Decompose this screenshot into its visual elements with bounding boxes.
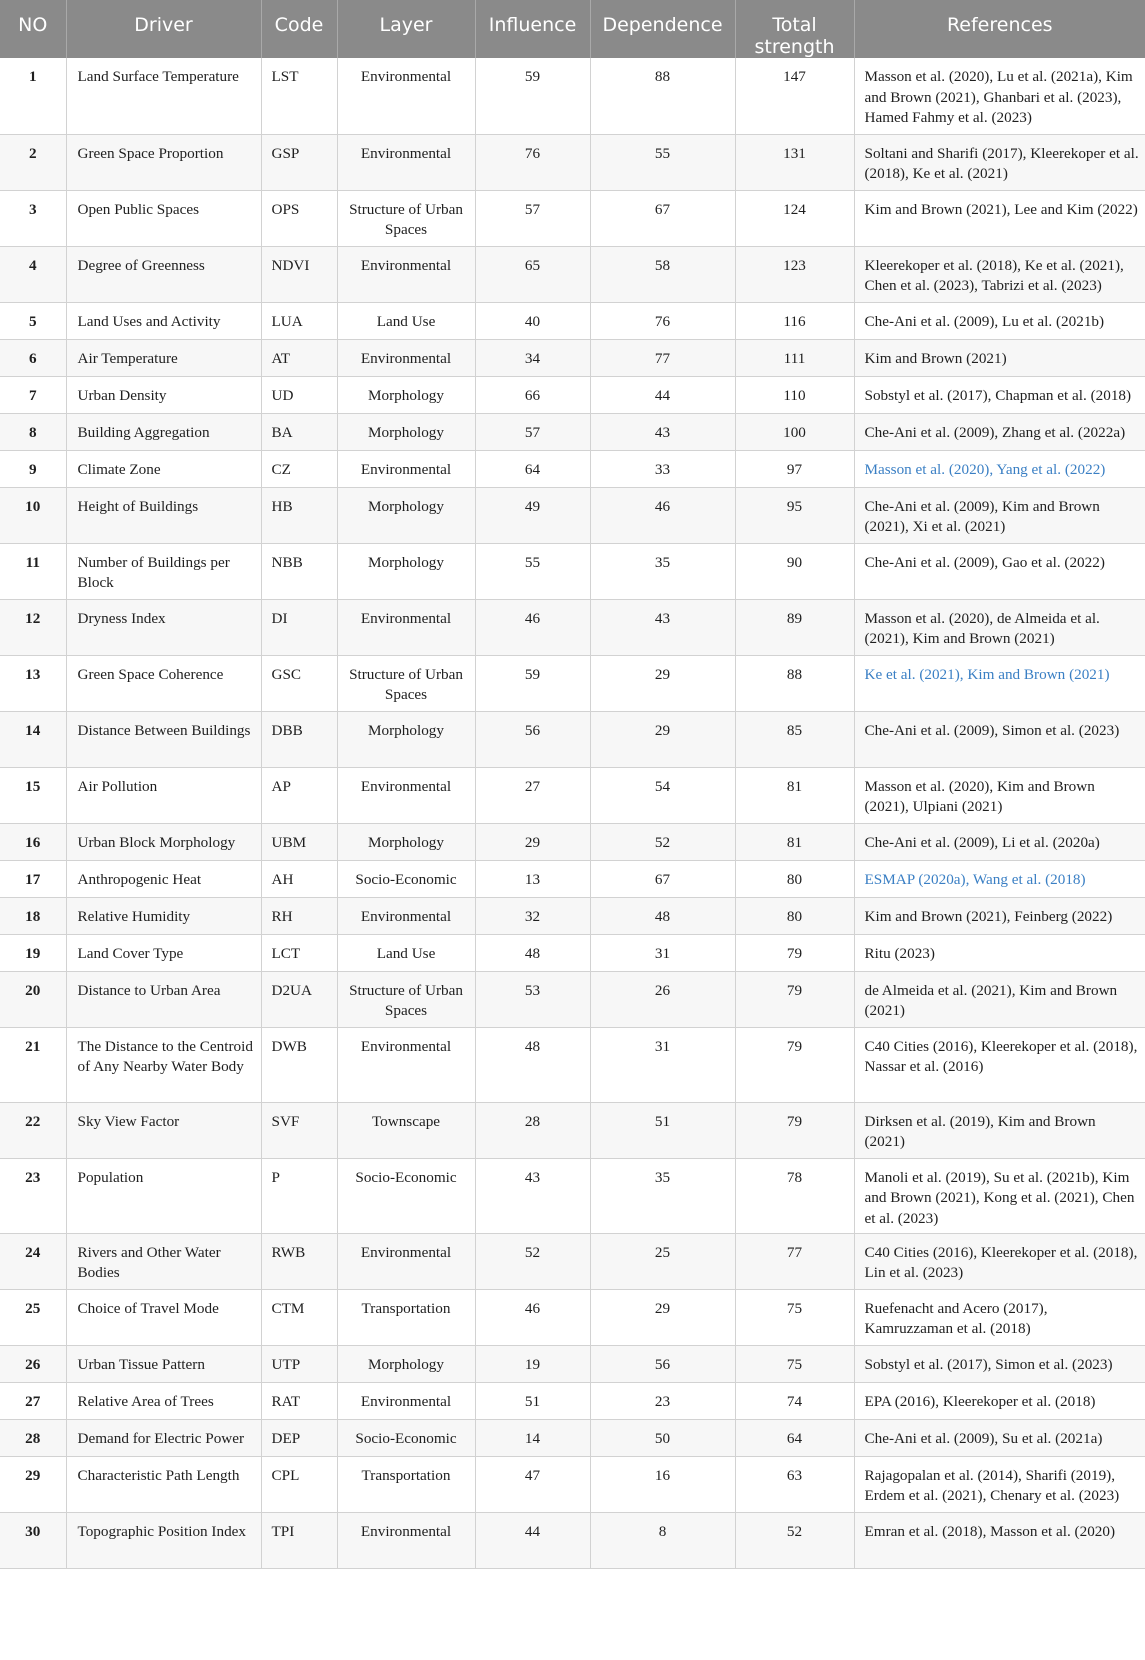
layer: Morphology bbox=[337, 487, 475, 543]
layer: Morphology bbox=[337, 1345, 475, 1382]
total-strength-value: 64 bbox=[735, 1419, 854, 1456]
references: Ruefenacht and Acero (2017), Kamruzzaman et al. (2018) bbox=[854, 1289, 1145, 1345]
influence-value: 32 bbox=[475, 897, 590, 934]
references: Che-Ani et al. (2009), Lu et al. (2021b) bbox=[854, 302, 1145, 339]
row-number: 22 bbox=[0, 1102, 66, 1158]
layer: Environmental bbox=[337, 450, 475, 487]
driver-code: DBB bbox=[261, 711, 337, 767]
influence-value: 28 bbox=[475, 1102, 590, 1158]
dependence-value: 35 bbox=[590, 1158, 735, 1233]
row-number: 23 bbox=[0, 1158, 66, 1233]
table-row bbox=[0, 487, 1145, 543]
total-strength-value: 85 bbox=[735, 711, 854, 767]
table-row bbox=[0, 543, 1145, 599]
driver-code: D2UA bbox=[261, 971, 337, 1027]
driver-name: Anthropogenic Heat bbox=[66, 860, 261, 897]
driver-name: Rivers and Other Water Bodies bbox=[66, 1233, 261, 1289]
influence-value: 44 bbox=[475, 1512, 590, 1568]
layer: Environmental bbox=[337, 246, 475, 302]
table-row bbox=[0, 1419, 1145, 1456]
driver-code: TPI bbox=[261, 1512, 337, 1568]
dependence-value: 33 bbox=[590, 450, 735, 487]
layer: Environmental bbox=[337, 339, 475, 376]
total-strength-value: 90 bbox=[735, 543, 854, 599]
driver-code: CPL bbox=[261, 1456, 337, 1512]
driver-name: Distance to Urban Area bbox=[66, 971, 261, 1027]
driver-code: NBB bbox=[261, 543, 337, 599]
row-number: 13 bbox=[0, 655, 66, 711]
row-number: 7 bbox=[0, 376, 66, 413]
influence-value: 48 bbox=[475, 934, 590, 971]
total-strength-value: 111 bbox=[735, 339, 854, 376]
references: de Almeida et al. (2021), Kim and Brown (2021) bbox=[854, 971, 1145, 1027]
layer: Socio-Economic bbox=[337, 1419, 475, 1456]
dependence-value: 25 bbox=[590, 1233, 735, 1289]
layer: Socio-Economic bbox=[337, 1158, 475, 1233]
table-row bbox=[0, 767, 1145, 823]
driver-name: Population bbox=[66, 1158, 261, 1233]
influence-value: 19 bbox=[475, 1345, 590, 1382]
layer: Townscape bbox=[337, 1102, 475, 1158]
driver-name: Height of Buildings bbox=[66, 487, 261, 543]
table-row bbox=[0, 246, 1145, 302]
references: Kim and Brown (2021), Feinberg (2022) bbox=[854, 897, 1145, 934]
influence-value: 55 bbox=[475, 543, 590, 599]
layer: Morphology bbox=[337, 711, 475, 767]
row-number: 3 bbox=[0, 190, 66, 246]
row-number: 29 bbox=[0, 1456, 66, 1512]
row-number: 17 bbox=[0, 860, 66, 897]
references: Rajagopalan et al. (2014), Sharifi (2019), Erdem et al. (2021), Chenary et al. (2023) bbox=[854, 1456, 1145, 1512]
total-strength-value: 80 bbox=[735, 897, 854, 934]
layer: Transportation bbox=[337, 1456, 475, 1512]
driver-code: GSP bbox=[261, 134, 337, 190]
driver-name: Land Cover Type bbox=[66, 934, 261, 971]
dependence-value: 43 bbox=[590, 413, 735, 450]
dependence-value: 29 bbox=[590, 711, 735, 767]
row-number: 18 bbox=[0, 897, 66, 934]
layer: Environmental bbox=[337, 1233, 475, 1289]
driver-name: Climate Zone bbox=[66, 450, 261, 487]
dependence-value: 46 bbox=[590, 487, 735, 543]
influence-value: 34 bbox=[475, 339, 590, 376]
table-row bbox=[0, 134, 1145, 190]
table-row bbox=[0, 450, 1145, 487]
table-row bbox=[0, 1289, 1145, 1345]
header-no: NO bbox=[0, 0, 66, 58]
driver-name: Relative Area of Trees bbox=[66, 1382, 261, 1419]
total-strength-value: 124 bbox=[735, 190, 854, 246]
references[interactable]: Ke et al. (2021), Kim and Brown (2021) bbox=[854, 655, 1145, 711]
influence-value: 46 bbox=[475, 599, 590, 655]
driver-code: HB bbox=[261, 487, 337, 543]
driver-name: The Distance to the Centroid of Any Nearby Water Body bbox=[66, 1027, 261, 1102]
driver-name: Green Space Proportion bbox=[66, 134, 261, 190]
references: Che-Ani et al. (2009), Su et al. (2021a) bbox=[854, 1419, 1145, 1456]
layer: Environmental bbox=[337, 897, 475, 934]
layer: Environmental bbox=[337, 1382, 475, 1419]
dependence-value: 23 bbox=[590, 1382, 735, 1419]
influence-value: 66 bbox=[475, 376, 590, 413]
table-row bbox=[0, 1512, 1145, 1568]
total-strength-value: 63 bbox=[735, 1456, 854, 1512]
driver-name: Dryness Index bbox=[66, 599, 261, 655]
table-row bbox=[0, 376, 1145, 413]
influence-value: 56 bbox=[475, 711, 590, 767]
driver-code: BA bbox=[261, 413, 337, 450]
header-driver: Driver bbox=[66, 0, 261, 58]
influence-value: 29 bbox=[475, 823, 590, 860]
references: Che-Ani et al. (2009), Gao et al. (2022) bbox=[854, 543, 1145, 599]
layer: Structure of Urban Spaces bbox=[337, 190, 475, 246]
layer: Land Use bbox=[337, 934, 475, 971]
table-row bbox=[0, 897, 1145, 934]
influence-value: 14 bbox=[475, 1419, 590, 1456]
table-row bbox=[0, 711, 1145, 767]
table-row bbox=[0, 1233, 1145, 1289]
driver-code: UD bbox=[261, 376, 337, 413]
total-strength-value: 79 bbox=[735, 1102, 854, 1158]
row-number: 6 bbox=[0, 339, 66, 376]
row-number: 28 bbox=[0, 1419, 66, 1456]
row-number: 10 bbox=[0, 487, 66, 543]
influence-value: 52 bbox=[475, 1233, 590, 1289]
driver-code: P bbox=[261, 1158, 337, 1233]
dependence-value: 43 bbox=[590, 599, 735, 655]
total-strength-value: 79 bbox=[735, 934, 854, 971]
header-influence: Influence bbox=[475, 0, 590, 58]
references: Ritu (2023) bbox=[854, 934, 1145, 971]
row-number: 15 bbox=[0, 767, 66, 823]
references: Masson et al. (2020), Kim and Brown (2021), Ulpiani (2021) bbox=[854, 767, 1145, 823]
table-row bbox=[0, 190, 1145, 246]
total-strength-value: 97 bbox=[735, 450, 854, 487]
layer: Morphology bbox=[337, 376, 475, 413]
dependence-value: 67 bbox=[590, 860, 735, 897]
total-strength-value: 116 bbox=[735, 302, 854, 339]
influence-value: 27 bbox=[475, 767, 590, 823]
layer: Transportation bbox=[337, 1289, 475, 1345]
influence-value: 59 bbox=[475, 655, 590, 711]
header-total-strength: Total strength bbox=[735, 0, 854, 58]
influence-value: 46 bbox=[475, 1289, 590, 1345]
header-code: Code bbox=[261, 0, 337, 58]
total-strength-value: 79 bbox=[735, 1027, 854, 1102]
table-row bbox=[0, 860, 1145, 897]
table-row bbox=[0, 302, 1145, 339]
total-strength-value: 74 bbox=[735, 1382, 854, 1419]
dependence-value: 8 bbox=[590, 1512, 735, 1568]
influence-value: 43 bbox=[475, 1158, 590, 1233]
total-strength-value: 79 bbox=[735, 971, 854, 1027]
driver-name: Building Aggregation bbox=[66, 413, 261, 450]
table-row bbox=[0, 58, 1145, 134]
driver-code: AT bbox=[261, 339, 337, 376]
driver-code: RWB bbox=[261, 1233, 337, 1289]
influence-value: 51 bbox=[475, 1382, 590, 1419]
driver-name: Open Public Spaces bbox=[66, 190, 261, 246]
table-row bbox=[0, 934, 1145, 971]
layer: Environmental bbox=[337, 599, 475, 655]
table-row bbox=[0, 339, 1145, 376]
influence-value: 57 bbox=[475, 190, 590, 246]
driver-code: SVF bbox=[261, 1102, 337, 1158]
header-dependence: Dependence bbox=[590, 0, 735, 58]
table-row bbox=[0, 655, 1145, 711]
row-number: 5 bbox=[0, 302, 66, 339]
layer: Environmental bbox=[337, 1027, 475, 1102]
dependence-value: 31 bbox=[590, 1027, 735, 1102]
references: Sobstyl et al. (2017), Simon et al. (2023) bbox=[854, 1345, 1145, 1382]
references: EPA (2016), Kleerekoper et al. (2018) bbox=[854, 1382, 1145, 1419]
layer: Morphology bbox=[337, 543, 475, 599]
row-number: 4 bbox=[0, 246, 66, 302]
driver-name: Number of Buildings per Block bbox=[66, 543, 261, 599]
layer: Morphology bbox=[337, 413, 475, 450]
driver-code: NDVI bbox=[261, 246, 337, 302]
driver-name: Land Uses and Activity bbox=[66, 302, 261, 339]
driver-name: Choice of Travel Mode bbox=[66, 1289, 261, 1345]
layer: Environmental bbox=[337, 767, 475, 823]
row-number: 30 bbox=[0, 1512, 66, 1568]
dependence-value: 44 bbox=[590, 376, 735, 413]
driver-name: Characteristic Path Length bbox=[66, 1456, 261, 1512]
driver-name: Topographic Position Index bbox=[66, 1512, 261, 1568]
total-strength-value: 123 bbox=[735, 246, 854, 302]
influence-value: 57 bbox=[475, 413, 590, 450]
references: Sobstyl et al. (2017), Chapman et al. (2018) bbox=[854, 376, 1145, 413]
driver-name: Green Space Coherence bbox=[66, 655, 261, 711]
influence-value: 76 bbox=[475, 134, 590, 190]
dependence-value: 16 bbox=[590, 1456, 735, 1512]
layer: Land Use bbox=[337, 302, 475, 339]
influence-value: 59 bbox=[475, 58, 590, 134]
driver-name: Degree of Greenness bbox=[66, 246, 261, 302]
driver-name: Sky View Factor bbox=[66, 1102, 261, 1158]
layer: Environmental bbox=[337, 134, 475, 190]
references: Kim and Brown (2021) bbox=[854, 339, 1145, 376]
references: C40 Cities (2016), Kleerekoper et al. (2018), Lin et al. (2023) bbox=[854, 1233, 1145, 1289]
driver-code: OPS bbox=[261, 190, 337, 246]
row-number: 16 bbox=[0, 823, 66, 860]
header-row bbox=[0, 0, 1145, 58]
table-row bbox=[0, 1102, 1145, 1158]
driver-code: UTP bbox=[261, 1345, 337, 1382]
total-strength-value: 110 bbox=[735, 376, 854, 413]
driver-code: AH bbox=[261, 860, 337, 897]
references: Che-Ani et al. (2009), Zhang et al. (2022a) bbox=[854, 413, 1145, 450]
table-row bbox=[0, 1382, 1145, 1419]
driver-name: Demand for Electric Power bbox=[66, 1419, 261, 1456]
table-row bbox=[0, 413, 1145, 450]
driver-name: Relative Humidity bbox=[66, 897, 261, 934]
dependence-value: 88 bbox=[590, 58, 735, 134]
table-row bbox=[0, 971, 1145, 1027]
layer: Environmental bbox=[337, 58, 475, 134]
driver-code: AP bbox=[261, 767, 337, 823]
driver-name: Land Surface Temperature bbox=[66, 58, 261, 134]
table-row bbox=[0, 1345, 1145, 1382]
total-strength-value: 89 bbox=[735, 599, 854, 655]
references: Emran et al. (2018), Masson et al. (2020) bbox=[854, 1512, 1145, 1568]
driver-code: DEP bbox=[261, 1419, 337, 1456]
references: C40 Cities (2016), Kleerekoper et al. (2018), Nassar et al. (2016) bbox=[854, 1027, 1145, 1102]
dependence-value: 52 bbox=[590, 823, 735, 860]
row-number: 8 bbox=[0, 413, 66, 450]
references: Che-Ani et al. (2009), Simon et al. (2023) bbox=[854, 711, 1145, 767]
driver-name: Air Pollution bbox=[66, 767, 261, 823]
dependence-value: 77 bbox=[590, 339, 735, 376]
driver-code: RH bbox=[261, 897, 337, 934]
driver-code: RAT bbox=[261, 1382, 337, 1419]
row-number: 14 bbox=[0, 711, 66, 767]
dependence-value: 48 bbox=[590, 897, 735, 934]
row-number: 27 bbox=[0, 1382, 66, 1419]
driver-code: CZ bbox=[261, 450, 337, 487]
driver-code: DWB bbox=[261, 1027, 337, 1102]
influence-value: 13 bbox=[475, 860, 590, 897]
dependence-value: 55 bbox=[590, 134, 735, 190]
total-strength-value: 77 bbox=[735, 1233, 854, 1289]
references: Che-Ani et al. (2009), Kim and Brown (2021), Xi et al. (2021) bbox=[854, 487, 1145, 543]
dependence-value: 31 bbox=[590, 934, 735, 971]
driver-code: LCT bbox=[261, 934, 337, 971]
table-row bbox=[0, 1456, 1145, 1512]
layer: Structure of Urban Spaces bbox=[337, 655, 475, 711]
references: Kleerekoper et al. (2018), Ke et al. (2021), Chen et al. (2023), Tabrizi et al. (2023) bbox=[854, 246, 1145, 302]
references: Soltani and Sharifi (2017), Kleerekoper et al. (2018), Ke et al. (2021) bbox=[854, 134, 1145, 190]
row-number: 26 bbox=[0, 1345, 66, 1382]
driver-name: Urban Block Morphology bbox=[66, 823, 261, 860]
total-strength-value: 95 bbox=[735, 487, 854, 543]
dependence-value: 51 bbox=[590, 1102, 735, 1158]
dependence-value: 26 bbox=[590, 971, 735, 1027]
table-row bbox=[0, 823, 1145, 860]
total-strength-value: 81 bbox=[735, 823, 854, 860]
influence-value: 65 bbox=[475, 246, 590, 302]
dependence-value: 56 bbox=[590, 1345, 735, 1382]
total-strength-value: 100 bbox=[735, 413, 854, 450]
references: Che-Ani et al. (2009), Li et al. (2020a) bbox=[854, 823, 1145, 860]
dependence-value: 67 bbox=[590, 190, 735, 246]
row-number: 1 bbox=[0, 58, 66, 134]
total-strength-value: 81 bbox=[735, 767, 854, 823]
row-number: 2 bbox=[0, 134, 66, 190]
dependence-value: 29 bbox=[590, 655, 735, 711]
table-row bbox=[0, 1158, 1145, 1233]
influence-value: 48 bbox=[475, 1027, 590, 1102]
driver-code: UBM bbox=[261, 823, 337, 860]
row-number: 20 bbox=[0, 971, 66, 1027]
total-strength-value: 88 bbox=[735, 655, 854, 711]
row-number: 25 bbox=[0, 1289, 66, 1345]
references: Dirksen et al. (2019), Kim and Brown (2021) bbox=[854, 1102, 1145, 1158]
total-strength-value: 78 bbox=[735, 1158, 854, 1233]
influence-value: 64 bbox=[475, 450, 590, 487]
references[interactable]: Masson et al. (2020), Yang et al. (2022) bbox=[854, 450, 1145, 487]
driver-name: Distance Between Buildings bbox=[66, 711, 261, 767]
total-strength-value: 52 bbox=[735, 1512, 854, 1568]
driver-code: LST bbox=[261, 58, 337, 134]
row-number: 11 bbox=[0, 543, 66, 599]
layer: Socio-Economic bbox=[337, 860, 475, 897]
layer: Environmental bbox=[337, 1512, 475, 1568]
driver-name: Urban Tissue Pattern bbox=[66, 1345, 261, 1382]
layer: Structure of Urban Spaces bbox=[337, 971, 475, 1027]
row-number: 9 bbox=[0, 450, 66, 487]
influence-value: 49 bbox=[475, 487, 590, 543]
references[interactable]: ESMAP (2020a), Wang et al. (2018) bbox=[854, 860, 1145, 897]
header-references: References bbox=[854, 0, 1145, 58]
layer: Morphology bbox=[337, 823, 475, 860]
table-row bbox=[0, 599, 1145, 655]
references: Manoli et al. (2019), Su et al. (2021b), Kim and Brown (2021), Kong et al. (2021), Chen et al. (2023) bbox=[854, 1158, 1145, 1233]
row-number: 24 bbox=[0, 1233, 66, 1289]
driver-name: Urban Density bbox=[66, 376, 261, 413]
row-number: 12 bbox=[0, 599, 66, 655]
dependence-value: 54 bbox=[590, 767, 735, 823]
total-strength-value: 75 bbox=[735, 1345, 854, 1382]
row-number: 21 bbox=[0, 1027, 66, 1102]
influence-value: 53 bbox=[475, 971, 590, 1027]
total-strength-value: 131 bbox=[735, 134, 854, 190]
row-number: 19 bbox=[0, 934, 66, 971]
influence-value: 47 bbox=[475, 1456, 590, 1512]
dependence-value: 35 bbox=[590, 543, 735, 599]
driver-code: CTM bbox=[261, 1289, 337, 1345]
total-strength-value: 75 bbox=[735, 1289, 854, 1345]
references: Masson et al. (2020), Lu et al. (2021a), Kim and Brown (2021), Ghanbari et al. (2023), Hamed Fahmy et al. (2023) bbox=[854, 58, 1145, 134]
dependence-value: 50 bbox=[590, 1419, 735, 1456]
dependence-value: 76 bbox=[590, 302, 735, 339]
dependence-value: 29 bbox=[590, 1289, 735, 1345]
references: Masson et al. (2020), de Almeida et al. (2021), Kim and Brown (2021) bbox=[854, 599, 1145, 655]
influence-value: 40 bbox=[475, 302, 590, 339]
driver-code: DI bbox=[261, 599, 337, 655]
total-strength-value: 147 bbox=[735, 58, 854, 134]
table-row bbox=[0, 1027, 1145, 1102]
driver-code: GSC bbox=[261, 655, 337, 711]
dependence-value: 58 bbox=[590, 246, 735, 302]
driver-name: Air Temperature bbox=[66, 339, 261, 376]
header-layer: Layer bbox=[337, 0, 475, 58]
total-strength-value: 80 bbox=[735, 860, 854, 897]
driver-code: LUA bbox=[261, 302, 337, 339]
references: Kim and Brown (2021), Lee and Kim (2022) bbox=[854, 190, 1145, 246]
